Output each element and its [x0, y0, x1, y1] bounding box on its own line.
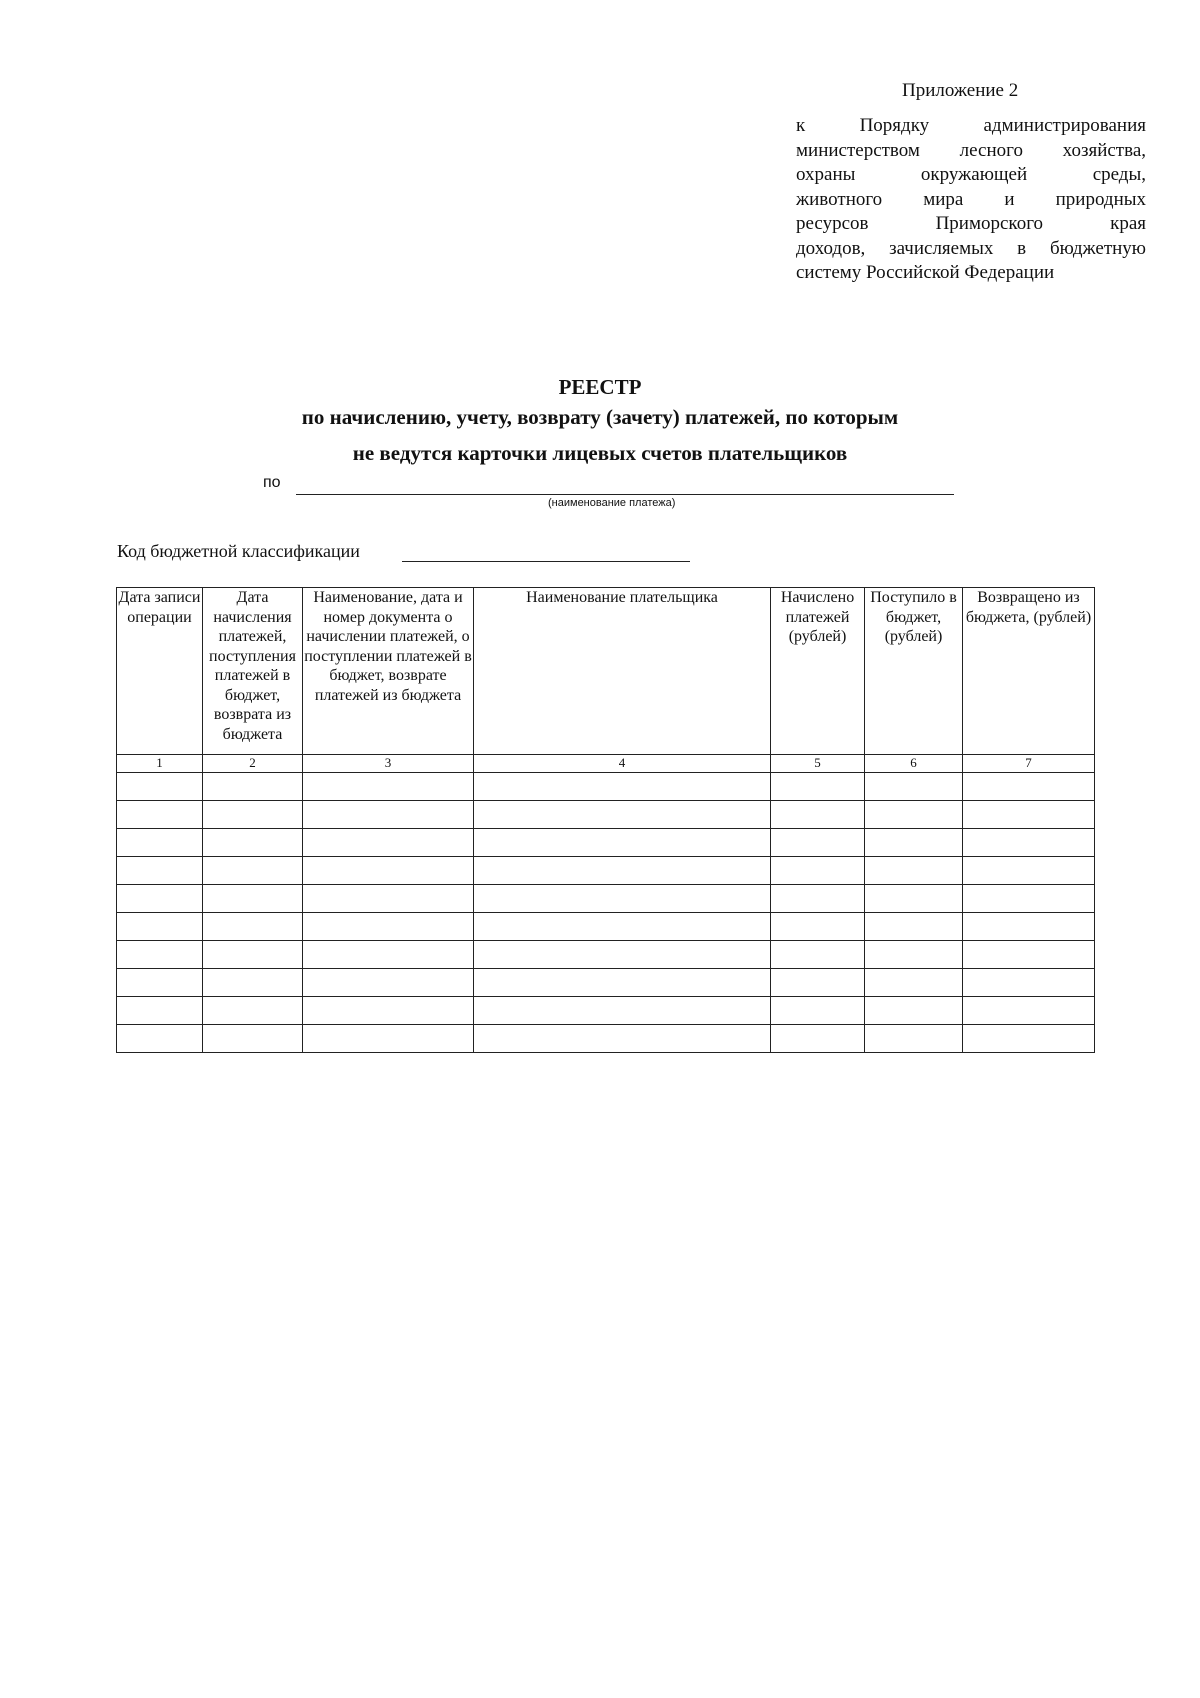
table-cell[interactable] — [771, 969, 865, 997]
appendix-line: животного мира и природных — [796, 188, 1146, 210]
table-cell[interactable] — [771, 913, 865, 941]
table-row — [117, 801, 1095, 829]
column-number: 1 — [117, 755, 203, 773]
header-row — [117, 588, 1095, 755]
registry-table — [116, 587, 1095, 1053]
table-cell[interactable] — [474, 913, 771, 941]
table-cell[interactable] — [203, 969, 303, 997]
table-cell[interactable] — [303, 801, 474, 829]
table-cell[interactable] — [771, 885, 865, 913]
table-cell[interactable] — [865, 829, 963, 857]
table-cell[interactable] — [963, 1025, 1095, 1053]
table-cell[interactable] — [203, 913, 303, 941]
table-cell[interactable] — [303, 1025, 474, 1053]
appendix-title: Приложение 2 — [902, 80, 1019, 101]
table-row — [117, 969, 1095, 997]
table-cell[interactable] — [203, 857, 303, 885]
table-cell[interactable] — [117, 857, 203, 885]
table-cell[interactable] — [474, 857, 771, 885]
column-header: Дата записи операции — [117, 588, 203, 755]
table-cell[interactable] — [203, 941, 303, 969]
table-cell[interactable] — [474, 1025, 771, 1053]
column-number: 6 — [865, 755, 963, 773]
appendix-line: министерством лесного хозяйства, — [796, 139, 1146, 161]
appendix-reference — [796, 114, 1146, 286]
document-title: РЕЕСТР — [558, 375, 642, 399]
table-cell[interactable] — [474, 829, 771, 857]
table-cell[interactable] — [117, 969, 203, 997]
table-cell[interactable] — [865, 997, 963, 1025]
table-cell[interactable] — [117, 1025, 203, 1053]
table-cell[interactable] — [203, 829, 303, 857]
payment-label: по — [263, 474, 281, 491]
table-cell[interactable] — [474, 773, 771, 801]
table-cell[interactable] — [963, 997, 1095, 1025]
table-cell[interactable] — [303, 885, 474, 913]
table-cell[interactable] — [303, 857, 474, 885]
column-header: Возвращено из бюджета, (рублей) — [963, 588, 1095, 755]
table-cell[interactable] — [117, 913, 203, 941]
table-cell[interactable] — [771, 857, 865, 885]
table-cell[interactable] — [117, 829, 203, 857]
appendix-line: охраны окружающей среды, — [796, 164, 1146, 185]
table-cell[interactable] — [474, 885, 771, 913]
appendix-line: к Порядку администрирования — [796, 115, 1146, 136]
table-cell[interactable] — [865, 1025, 963, 1053]
table-cell[interactable] — [117, 801, 203, 829]
table-cell[interactable] — [865, 801, 963, 829]
column-header: Поступило в бюджет, (рублей) — [865, 588, 963, 755]
table-row — [117, 941, 1095, 969]
table-cell[interactable] — [117, 885, 203, 913]
table-cell[interactable] — [963, 885, 1095, 913]
table-cell[interactable] — [303, 969, 474, 997]
table-cell[interactable] — [865, 969, 963, 997]
appendix-line: доходов, зачисляемых в бюджетную — [796, 237, 1146, 259]
table-row — [117, 913, 1095, 941]
column-number: 5 — [771, 755, 865, 773]
table-cell[interactable] — [963, 913, 1095, 941]
table-cell[interactable] — [203, 997, 303, 1025]
table-cell[interactable] — [303, 773, 474, 801]
kbk-label: Код бюджетной классификации — [117, 541, 360, 561]
table-cell[interactable] — [865, 857, 963, 885]
appendix-line: систему Российской Федерации — [796, 262, 1055, 283]
document-subtitle-continued: не ведутся карточки лицевых счетов плательщиков — [352, 441, 848, 465]
table-cell[interactable] — [963, 857, 1095, 885]
kbk-field[interactable] — [402, 561, 690, 562]
table-cell[interactable] — [963, 969, 1095, 997]
table-cell[interactable] — [865, 885, 963, 913]
table-cell[interactable] — [474, 969, 771, 997]
table-cell[interactable] — [771, 997, 865, 1025]
table-cell[interactable] — [117, 773, 203, 801]
payment-name-field[interactable] — [296, 494, 954, 495]
table-row — [117, 885, 1095, 913]
table-cell[interactable] — [203, 1025, 303, 1053]
table-cell[interactable] — [303, 913, 474, 941]
table-cell[interactable] — [771, 941, 865, 969]
table-cell[interactable] — [117, 941, 203, 969]
table-row — [117, 1025, 1095, 1053]
table-cell[interactable] — [865, 941, 963, 969]
table-cell[interactable] — [771, 773, 865, 801]
column-header: Наименование плательщика — [474, 588, 771, 755]
table-cell[interactable] — [474, 801, 771, 829]
table-cell[interactable] — [865, 913, 963, 941]
table-cell[interactable] — [303, 829, 474, 857]
table-cell[interactable] — [865, 773, 963, 801]
table-row — [117, 997, 1095, 1025]
table-row — [117, 829, 1095, 857]
table-cell[interactable] — [203, 773, 303, 801]
table-cell[interactable] — [771, 1025, 865, 1053]
table-cell[interactable] — [963, 773, 1095, 801]
payment-name-caption: (наименование платежа) — [548, 497, 676, 509]
appendix-line: ресурсов Приморского края — [796, 213, 1146, 234]
table-cell[interactable] — [771, 801, 865, 829]
column-header: Дата начисления платежей, поступления платежей в бюджет, возврата из бюджета — [203, 588, 303, 755]
table-cell[interactable] — [771, 829, 865, 857]
table-cell[interactable] — [474, 941, 771, 969]
table-cell[interactable] — [117, 997, 203, 1025]
table-cell[interactable] — [303, 941, 474, 969]
table-row — [117, 857, 1095, 885]
document-subtitle: по начислению, учету, возврату (зачету) платежей, по которым — [301, 405, 899, 429]
column-header: Начислено платежей (рублей) — [771, 588, 865, 755]
table-cell[interactable] — [203, 885, 303, 913]
table-row — [117, 773, 1095, 801]
column-number: 7 — [963, 755, 1095, 773]
column-number: 2 — [203, 755, 303, 773]
table-cell[interactable] — [474, 997, 771, 1025]
table-cell[interactable] — [203, 801, 303, 829]
column-number: 3 — [303, 755, 474, 773]
column-header: Наименование, дата и номер документа о начислении платежей, о поступлении платежей в бюджет, возврате платежей из бюджета — [303, 588, 474, 755]
table-cell[interactable] — [963, 941, 1095, 969]
table-cell[interactable] — [963, 801, 1095, 829]
table-cell[interactable] — [303, 997, 474, 1025]
column-number: 4 — [474, 755, 771, 773]
column-number-row — [117, 755, 1095, 773]
table-cell[interactable] — [963, 829, 1095, 857]
